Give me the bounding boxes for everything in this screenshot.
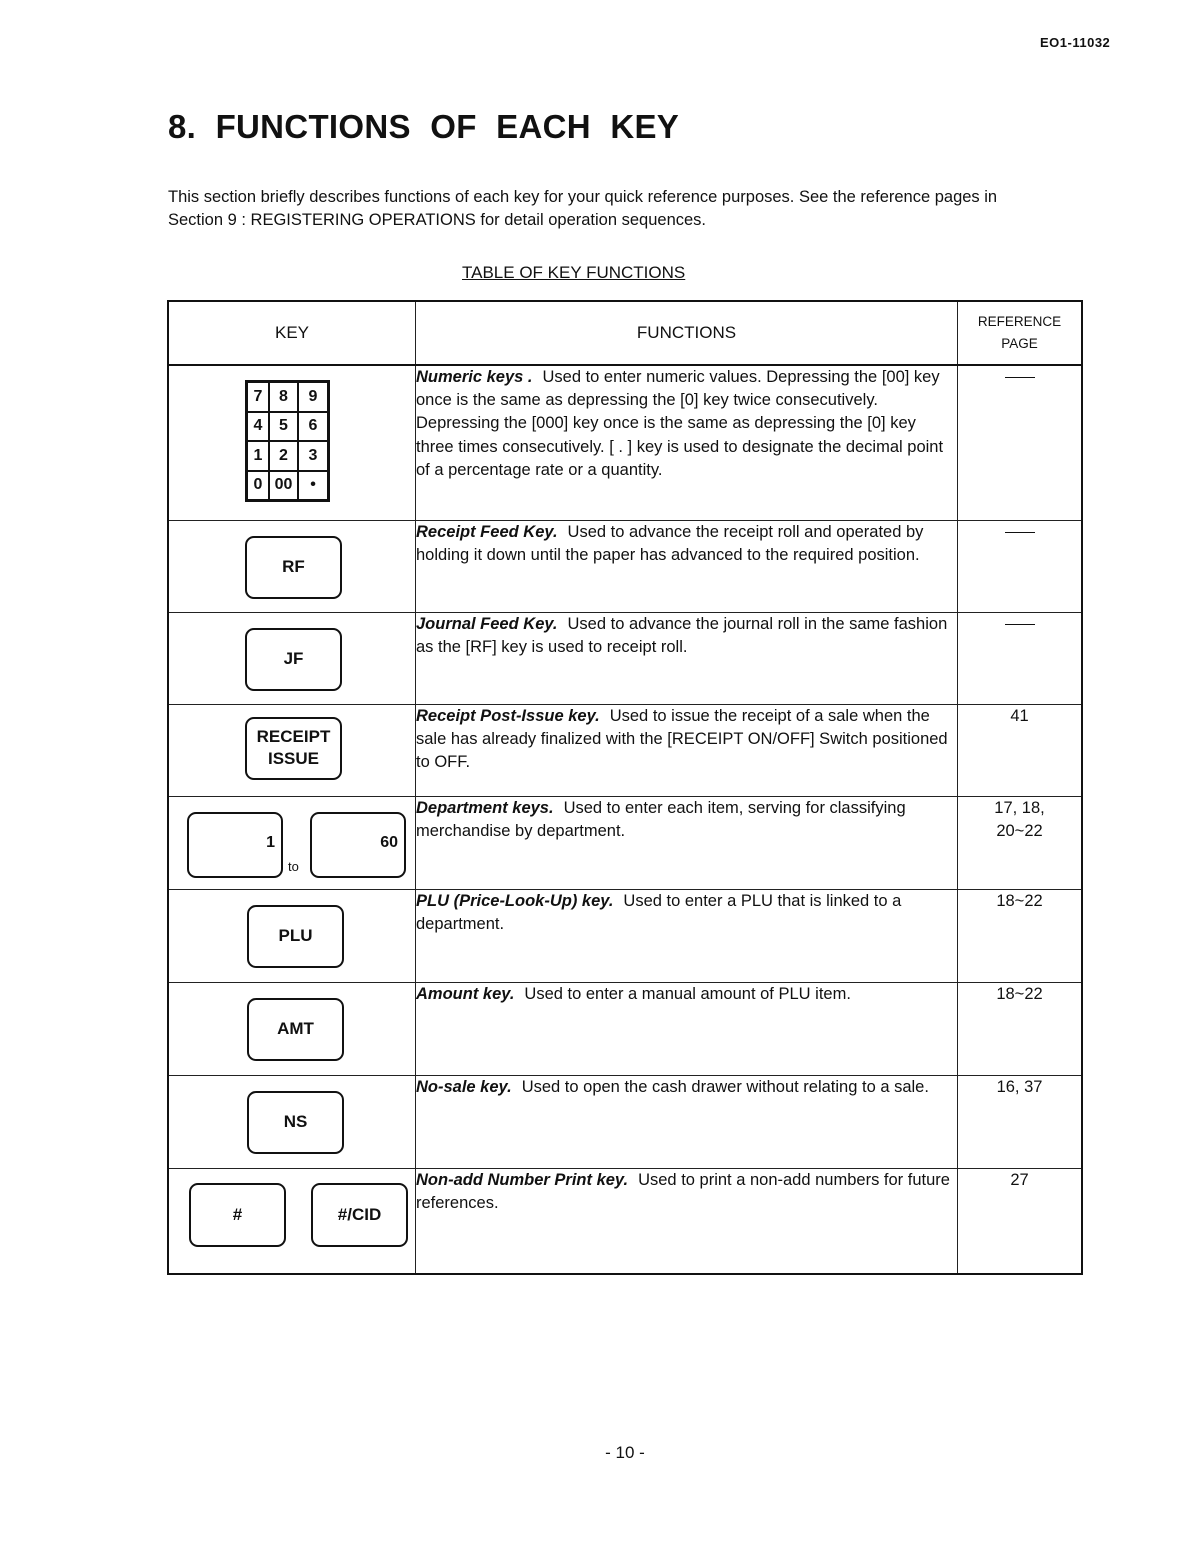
table-row — [168, 1075, 1082, 1168]
function-text: Used to issue the receipt of a sale when the sale has already finalized with the [RECEIPT ON/OFF] Switch positioned to OFF. — [416, 706, 948, 771]
reference-page: 16, 37 — [958, 1075, 1083, 1168]
function-text: Used to enter a manual amount of PLU item. — [524, 984, 851, 1003]
reference-page: 18~22 — [958, 889, 1083, 982]
function-name: No-sale key. — [416, 1077, 512, 1096]
no-reference-dash — [1005, 624, 1035, 625]
table-row — [168, 796, 1082, 889]
cid-key: #/CID — [311, 1183, 408, 1247]
reference-page-line2: 20~22 — [996, 821, 1043, 840]
key-illustration — [168, 982, 416, 1075]
key-0: 0 — [247, 471, 269, 501]
key-functions-table — [167, 300, 1083, 1275]
table-row — [168, 612, 1082, 704]
table-caption: TABLE OF KEY FUNCTIONS — [462, 263, 686, 282]
reference-page-line1: 17, 18, — [994, 798, 1045, 817]
table-row — [168, 1168, 1082, 1274]
key-illustration — [168, 796, 416, 889]
function-name: PLU (Price-Look-Up) key. — [416, 891, 614, 910]
rf-key: RF — [245, 536, 342, 599]
key-illustration — [168, 704, 416, 796]
header-ref-line1: REFERENCE — [977, 314, 1062, 329]
reference-page: 41 — [958, 704, 1083, 796]
function-name: Journal Feed Key. — [416, 614, 558, 633]
function-name: Amount key. — [416, 984, 515, 1003]
page-title: 8. FUNCTIONS OF EACH KEY — [168, 108, 680, 145]
no-reference-dash — [1005, 377, 1035, 378]
receipt-issue-key — [245, 717, 342, 780]
key-1: 1 — [247, 441, 269, 471]
table-row — [168, 889, 1082, 982]
reference-page — [958, 365, 1083, 520]
plu-key: PLU — [247, 905, 344, 968]
page-number: - 10 - — [605, 1443, 645, 1462]
key-4: 4 — [247, 412, 269, 442]
key-8: 8 — [269, 382, 298, 412]
function-text: Used to enter each item, serving for classifying merchandise by department. — [416, 798, 906, 840]
table-row — [168, 365, 1082, 520]
key-illustration — [168, 612, 416, 704]
key-illustration — [168, 520, 416, 612]
reference-page: 27 — [958, 1168, 1083, 1274]
table-row — [168, 704, 1082, 796]
function-text: Used to print a non-add numbers for future references. — [416, 1170, 950, 1212]
function-description — [416, 1075, 958, 1168]
function-description — [416, 612, 958, 704]
department-key-1 — [187, 812, 283, 878]
numeric-keypad — [245, 380, 330, 502]
non-add-key: # — [189, 1183, 286, 1247]
reference-page — [958, 612, 1083, 704]
department-key-1-label: 1 — [266, 833, 275, 851]
key-9: 9 — [298, 382, 328, 412]
function-description — [416, 796, 958, 889]
receipt-issue-line2: ISSUE — [267, 749, 320, 768]
function-description — [416, 889, 958, 982]
table-row — [168, 982, 1082, 1075]
function-description — [416, 704, 958, 796]
function-description — [416, 365, 958, 520]
key-00: 00 — [269, 471, 298, 501]
function-name: Receipt Feed Key. — [416, 522, 558, 541]
function-name: Numeric keys . — [416, 368, 533, 386]
function-text: Used to enter a PLU that is linked to a department. — [416, 891, 902, 933]
table-row — [168, 520, 1082, 612]
function-description — [416, 1168, 958, 1274]
jf-key: JF — [245, 628, 342, 691]
header-key: KEY — [168, 301, 416, 365]
key-illustration — [168, 889, 416, 982]
ns-key: NS — [247, 1091, 344, 1154]
key-7: 7 — [247, 382, 269, 412]
key-illustration — [168, 1168, 416, 1274]
key-2: 2 — [269, 441, 298, 471]
table-header-row — [168, 301, 1082, 365]
header-functions: FUNCTIONS — [416, 301, 958, 365]
key-illustration — [168, 1075, 416, 1168]
numeric-keypad-illustration — [168, 365, 416, 520]
function-description — [416, 520, 958, 612]
function-description — [416, 982, 958, 1075]
function-text: Used to open the cash drawer without relating to a sale. — [521, 1077, 929, 1096]
function-name: Receipt Post-Issue key. — [416, 706, 600, 725]
reference-page — [958, 520, 1083, 612]
header-ref-line2: PAGE — [1001, 336, 1038, 351]
key-5: 5 — [269, 412, 298, 442]
header-reference-page — [958, 301, 1083, 365]
reference-page: 18~22 — [958, 982, 1083, 1075]
department-key-60 — [310, 812, 406, 878]
function-name: Department keys. — [416, 798, 554, 817]
amt-key: AMT — [247, 998, 344, 1061]
function-text: Used to enter numeric values. Depressing the [00] key once is the same as depressing the [0] key twice consecutively. Depressing the [000] key once is the same as depressing the [0] key three times consecutively. [ . ] key is used to designate the decimal point of a percentage rate or a quantity. — [416, 368, 944, 479]
receipt-issue-line1: RECEIPT — [256, 727, 331, 746]
range-to-label: to — [288, 858, 299, 874]
function-name: Non-add Number Print key. — [416, 1170, 629, 1189]
key-decimal: • — [298, 471, 328, 501]
key-3: 3 — [298, 441, 328, 471]
intro-paragraph: This section briefly describes functions of each key for your quick reference purposes. See the reference pages in Section 9 : REGISTERING OPERATIONS for detail operation sequences. — [168, 188, 998, 229]
no-reference-dash — [1005, 532, 1035, 533]
function-text: Used to advance the journal roll in the same fashion as the [RF] key is used to receipt roll. — [416, 614, 948, 656]
department-key-60-label: 60 — [380, 833, 398, 851]
document-id: EO1-11032 — [1040, 35, 1111, 50]
key-6: 6 — [298, 412, 328, 442]
reference-page — [958, 796, 1083, 889]
function-text: Used to advance the receipt roll and operated by holding it down until the paper has advanced to the required position. — [416, 522, 924, 564]
